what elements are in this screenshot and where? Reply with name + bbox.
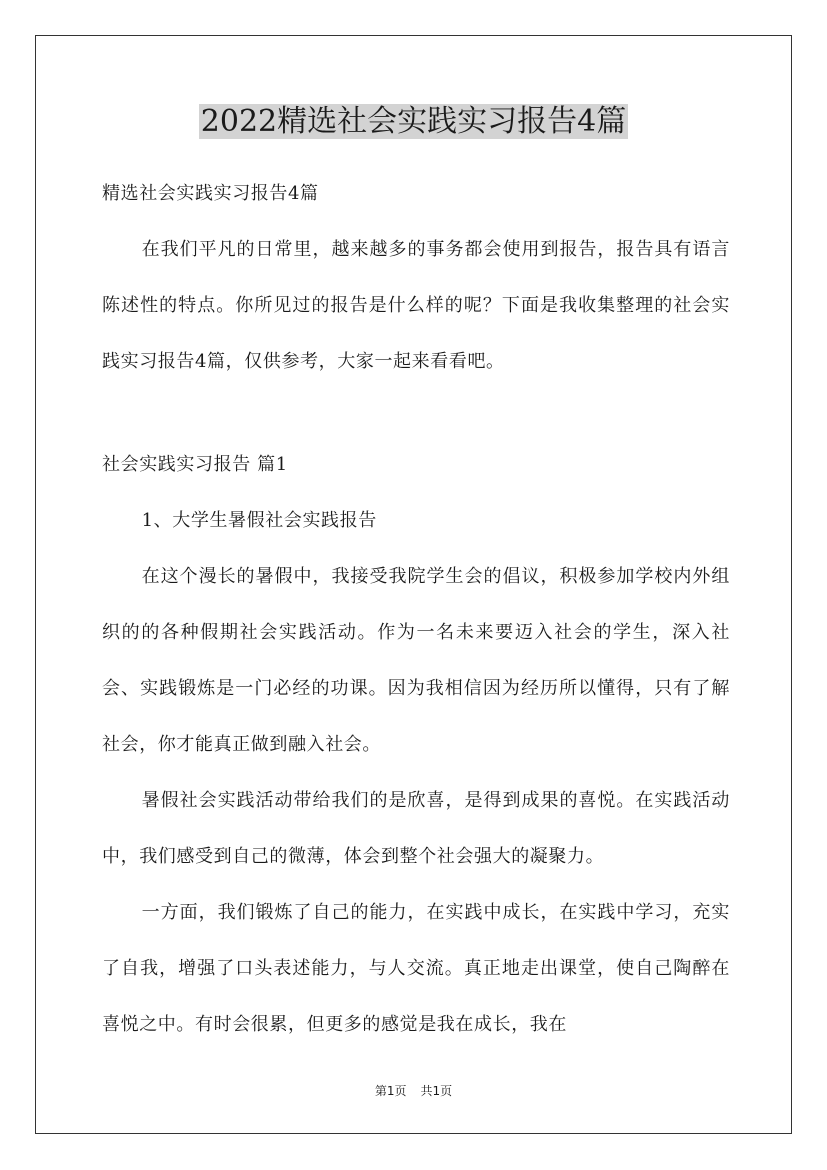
document-title-text: 2022精选社会实践实习报告4篇	[200, 104, 627, 139]
body-paragraph: 在这个漫长的暑假中，我接受我院学生会的倡议，积极参加学校内外组织的的各种假期社会实践活动。作为一名未来要迈入社会的学生，深入社会、实践锻炼是一门必经的功课。因为我相信因为经历所以懂得，只有了解社会，你才能真正做到融入社会。	[102, 566, 730, 755]
document-title	[0, 98, 827, 146]
page-footer	[0, 1083, 827, 1099]
section-body	[102, 437, 730, 1053]
body-paragraph: 暑假社会实践活动带给我们的是欣喜，是得到成果的喜悦。在实践活动中，我们感受到自己的微薄，体会到整个社会强大的凝聚力。	[102, 790, 730, 867]
document-subtitle: 精选社会实践实习报告4篇	[102, 183, 319, 204]
page-number-current: 第1页	[374, 1084, 407, 1098]
section-heading: 社会实践实习报告 篇1	[102, 454, 288, 475]
intro-paragraph: 在我们平凡的日常里，越来越多的事务都会使用到报告，报告具有语言陈述性的特点。你所见过的报告是什么样的呢？下面是我收集整理的社会实践实习报告4篇，仅供参考，大家一起来看看吧。	[102, 239, 730, 372]
body-paragraph: 一方面，我们锻炼了自己的能力，在实践中成长，在实践中学习，充实了自我，增强了口头表述能力，与人交流。真正地走出课堂，使自己陶醉在喜悦之中。有时会很累，但更多的感觉是我在成长，我在	[102, 902, 730, 1035]
page-number-total: 共1页	[420, 1084, 453, 1098]
document-body	[102, 166, 730, 390]
item-heading: 1、大学生暑假社会实践报告	[141, 510, 377, 531]
